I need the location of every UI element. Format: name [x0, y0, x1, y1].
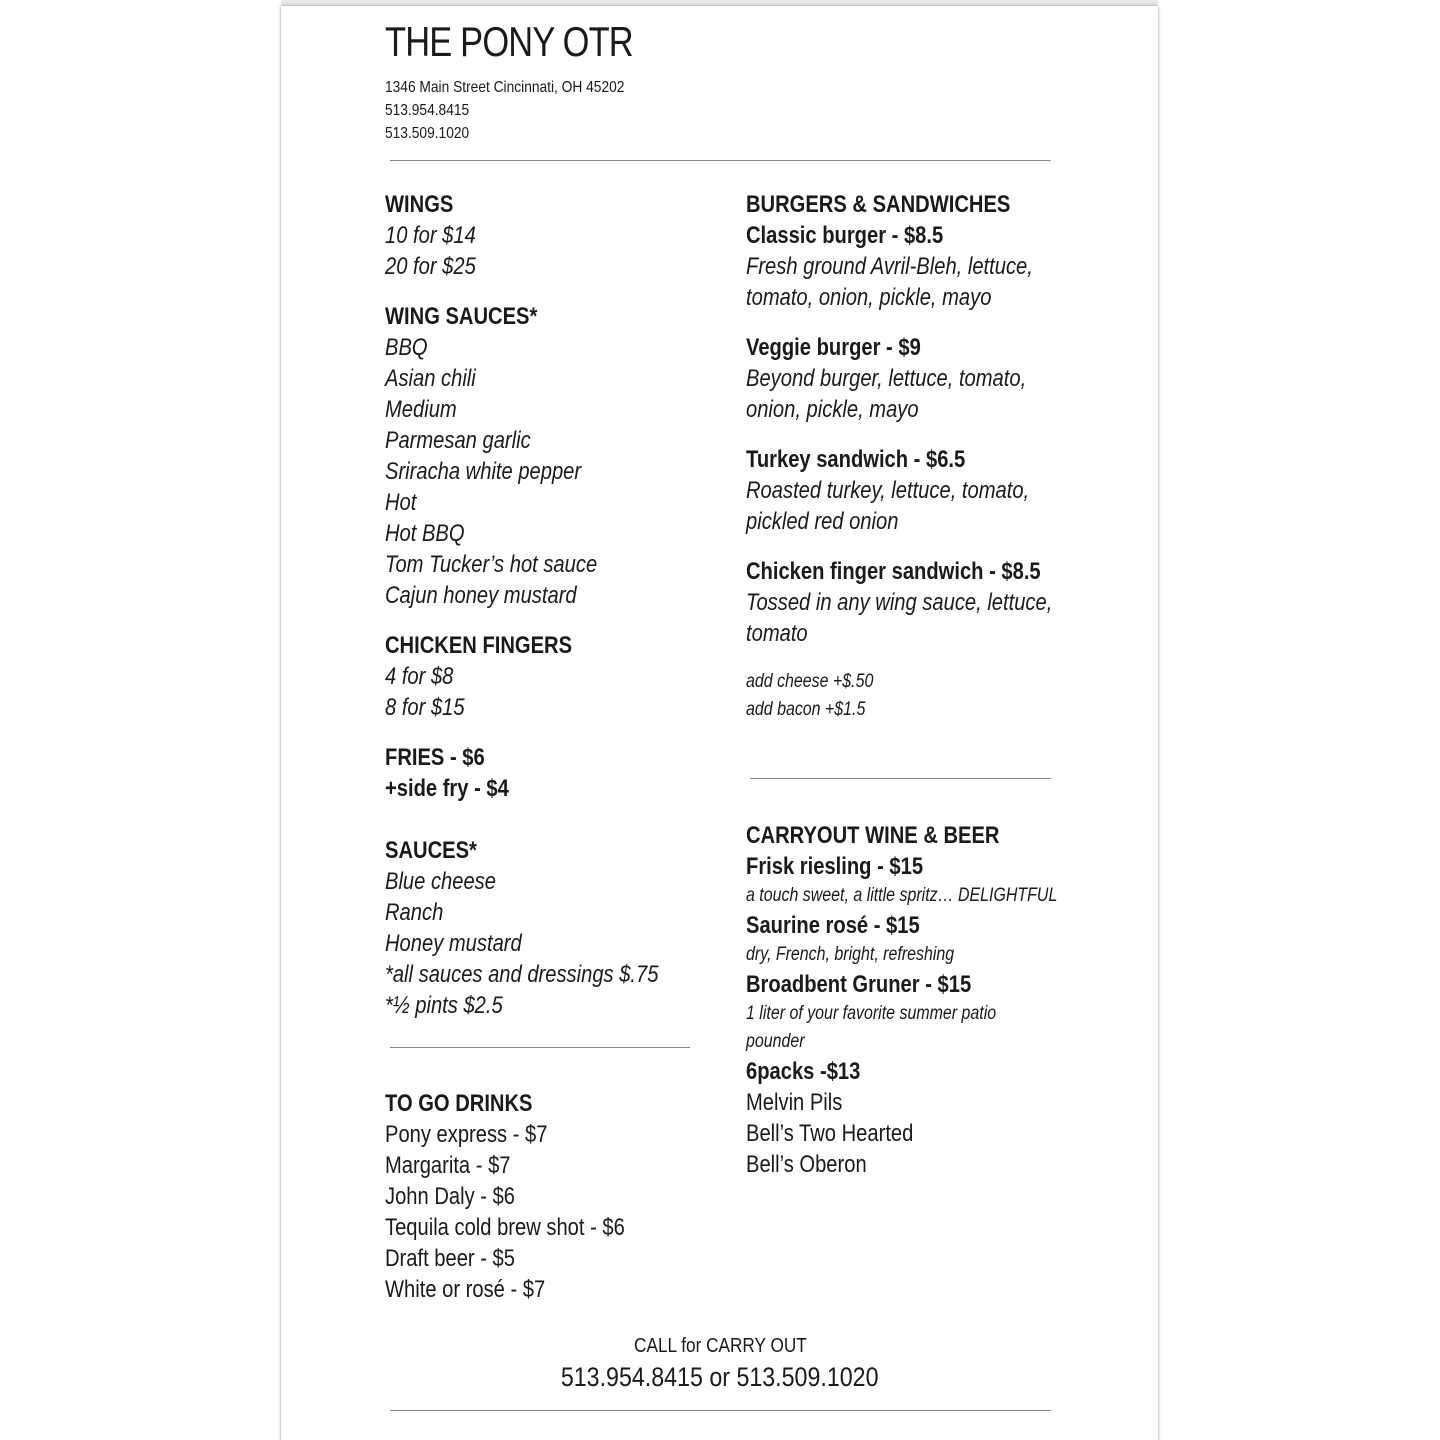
sixpacks-heading: 6packs -$13 — [746, 1058, 861, 1085]
burger-desc: Beyond burger, lettuce, tomato, — [746, 365, 1027, 392]
burgers-heading: BURGERS & SANDWICHES — [746, 191, 1011, 218]
wine-desc: dry, French, bright, refreshing — [746, 944, 955, 965]
left-column — [385, 189, 658, 1021]
footer-divider — [390, 1410, 1051, 1411]
sauce-item: Ranch — [385, 899, 444, 926]
sandwich-desc: tomato — [746, 620, 808, 647]
carryout-phones-text: 513.954.8415 or 513.509.1020 — [561, 1362, 879, 1392]
header-divider — [390, 160, 1051, 161]
burger-desc: Fresh ground Avril-Bleh, lettuce, — [746, 253, 1033, 280]
drink-item: Margarita - $7 — [385, 1152, 511, 1179]
wing-sauce-item: Hot BBQ — [385, 520, 465, 547]
sandwich-desc: Roasted turkey, lettuce, tomato, — [746, 477, 1030, 504]
wing-sauce-item: Asian chili — [385, 365, 476, 392]
beer-item: Melvin Pils — [746, 1089, 843, 1116]
beer-item: Bell’s Oberon — [746, 1151, 867, 1178]
wing-sauce-item: Hot — [385, 489, 417, 516]
chicken-fingers-heading: CHICKEN FINGERS — [385, 632, 573, 659]
wing-sauce-item: Tom Tucker’s hot sauce — [385, 551, 598, 578]
sandwich-desc: pickled red onion — [746, 508, 899, 535]
wings-item: 10 for $14 — [385, 222, 476, 249]
burger-name: Classic burger - $8.5 — [746, 222, 944, 249]
wing-sauce-item: Cajun honey mustard — [385, 582, 577, 609]
address: 1346 Main Street Cincinnati, OH 45202 — [385, 79, 625, 96]
wings-heading: WINGS — [385, 191, 454, 218]
wine-desc: 1 liter of your favorite summer patio — [746, 1003, 997, 1024]
sauce-note: *½ pints $2.5 — [385, 992, 503, 1019]
burger-desc: onion, pickle, mayo — [746, 396, 919, 423]
addon-item: add cheese +$.50 — [746, 671, 874, 692]
restaurant-title: THE PONY OTR — [385, 18, 633, 65]
left-divider — [390, 1047, 690, 1048]
burgers-section — [746, 189, 1052, 724]
wing-sauces-heading: WING SAUCES* — [385, 303, 538, 330]
wine-beer-section — [746, 820, 1057, 1180]
to-go-drinks-section — [385, 1088, 625, 1305]
wing-sauce-item: Sriracha white pepper — [385, 458, 582, 485]
addon-item: add bacon +$1.5 — [746, 699, 866, 720]
burger-desc: tomato, onion, pickle, mayo — [746, 284, 992, 311]
beer-item: Bell’s Two Hearted — [746, 1120, 914, 1147]
wings-item: 20 for $25 — [385, 253, 476, 280]
wine-name: Broadbent Gruner - $15 — [746, 971, 972, 998]
fries-heading: FRIES - $6 — [385, 744, 485, 771]
wine-desc: a touch sweet, a little spritz… DELIGHTFUL — [746, 885, 1058, 906]
drink-item: John Daly - $6 — [385, 1183, 515, 1210]
wine-name: Frisk riesling - $15 — [746, 853, 924, 880]
wine-beer-heading: CARRYOUT WINE & BEER — [746, 822, 1000, 849]
drink-item: Draft beer - $5 — [385, 1245, 515, 1272]
contact-block — [385, 76, 624, 145]
phone-2: 513.509.1020 — [385, 125, 470, 142]
sauces-heading: SAUCES* — [385, 837, 477, 864]
phone-1: 513.954.8415 — [385, 102, 470, 119]
wing-sauce-item: Parmesan garlic — [385, 427, 531, 454]
sandwich-name: Chicken finger sandwich - $8.5 — [746, 558, 1041, 585]
carryout-label-text: CALL for CARRY OUT — [633, 1335, 807, 1357]
carryout-label — [0, 1332, 1440, 1360]
wing-sauce-item: Medium — [385, 396, 457, 423]
drink-item: Pony express - $7 — [385, 1121, 548, 1148]
sandwich-name: Turkey sandwich - $6.5 — [746, 446, 966, 473]
chicken-fingers-item: 8 for $15 — [385, 694, 465, 721]
chicken-fingers-item: 4 for $8 — [385, 663, 454, 690]
burger-name: Veggie burger - $9 — [746, 334, 921, 361]
carryout-phones — [0, 1360, 1440, 1394]
sauce-item: Honey mustard — [385, 930, 522, 957]
sauce-note: *all sauces and dressings $.75 — [385, 961, 659, 988]
wine-desc: pounder — [746, 1031, 805, 1052]
drink-item: Tequila cold brew shot - $6 — [385, 1214, 625, 1241]
side-fry: +side fry - $4 — [385, 775, 509, 802]
sauce-item: Blue cheese — [385, 868, 496, 895]
wine-name: Saurine rosé - $15 — [746, 912, 920, 939]
wing-sauce-item: BBQ — [385, 334, 428, 361]
to-go-drinks-heading: TO GO DRINKS — [385, 1090, 533, 1117]
drink-item: White or rosé - $7 — [385, 1276, 546, 1303]
right-divider — [750, 778, 1051, 779]
sandwich-desc: Tossed in any wing sauce, lettuce, — [746, 589, 1053, 616]
